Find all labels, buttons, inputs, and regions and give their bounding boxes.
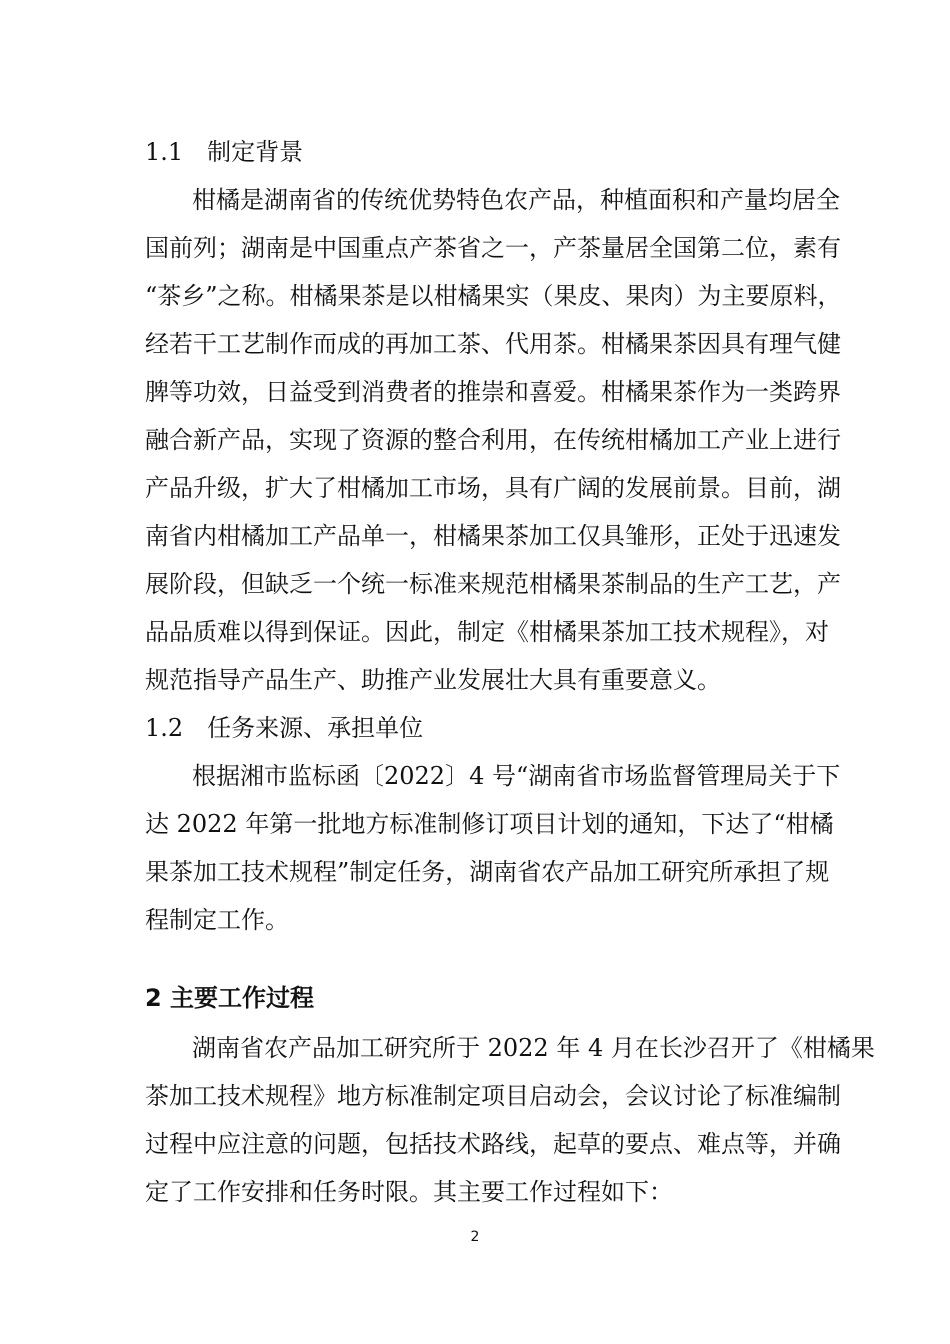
paragraph-line: 茶加工技术规程》地方标准制定项目启动会，会议讨论了标准编制 xyxy=(145,1082,841,1110)
section-heading: 1.1 制定背景 xyxy=(145,138,304,166)
paragraph-line: 果茶加工技术规程”制定任务，湖南省农产品加工研究所承担了规 xyxy=(145,858,830,886)
paragraph-line: 国前列；湖南是中国重点产茶省之一，产茶量居全国第二位，素有 xyxy=(145,234,841,262)
paragraph-line: 湖南省农产品加工研究所于 2022 年 4 月在长沙召开了《柑橘果 xyxy=(192,1034,875,1062)
paragraph-line: 柑橘是湖南省的传统优势特色农产品，种植面积和产量均居全 xyxy=(192,186,840,214)
paragraph-line: 脾等功效，日益受到消费者的推崇和喜爱。柑橘果茶作为一类跨界 xyxy=(145,378,841,406)
paragraph-line: “茶乡”之称。柑橘果茶是以柑橘果实（果皮、果肉）为主要原料， xyxy=(145,282,842,310)
paragraph-line: 经若干工艺制作而成的再加工茶、代用茶。柑橘果茶因具有理气健 xyxy=(145,330,841,358)
paragraph-line: 定了工作安排和任务时限。其主要工作过程如下： xyxy=(145,1178,673,1206)
section-heading: 1.2 任务来源、承担单位 xyxy=(145,714,424,742)
paragraph-line: 规范指导产品生产、助推产业发展壮大具有重要意义。 xyxy=(145,666,721,694)
page-number: 2 xyxy=(470,1229,480,1245)
paragraph-line: 融合新产品，实现了资源的整合利用，在传统柑橘加工产业上进行 xyxy=(145,426,841,454)
paragraph-line: 达 2022 年第一批地方标准制修订项目计划的通知，下达了“柑橘 xyxy=(145,810,834,838)
paragraph-line: 品品质难以得到保证。因此，制定《柑橘果茶加工技术规程》，对 xyxy=(145,618,829,646)
paragraph-line: 根据湘市监标函〔2022〕4 号“湖南省市场监督管理局关于下 xyxy=(192,762,841,790)
paragraph-line: 展阶段，但缺乏一个统一标准来规范柑橘果茶制品的生产工艺，产 xyxy=(145,570,841,598)
section-heading: 2 主要工作过程 xyxy=(145,984,315,1012)
paragraph-line: 过程中应注意的问题，包括技术路线，起草的要点、难点等，并确 xyxy=(145,1130,841,1158)
paragraph-line: 程制定工作。 xyxy=(145,906,289,934)
paragraph-line: 南省内柑橘加工产品单一，柑橘果茶加工仅具雏形，正处于迅速发 xyxy=(145,522,841,550)
paragraph-line: 产品升级，扩大了柑橘加工市场，具有广阔的发展前景。目前，湖 xyxy=(145,474,841,502)
